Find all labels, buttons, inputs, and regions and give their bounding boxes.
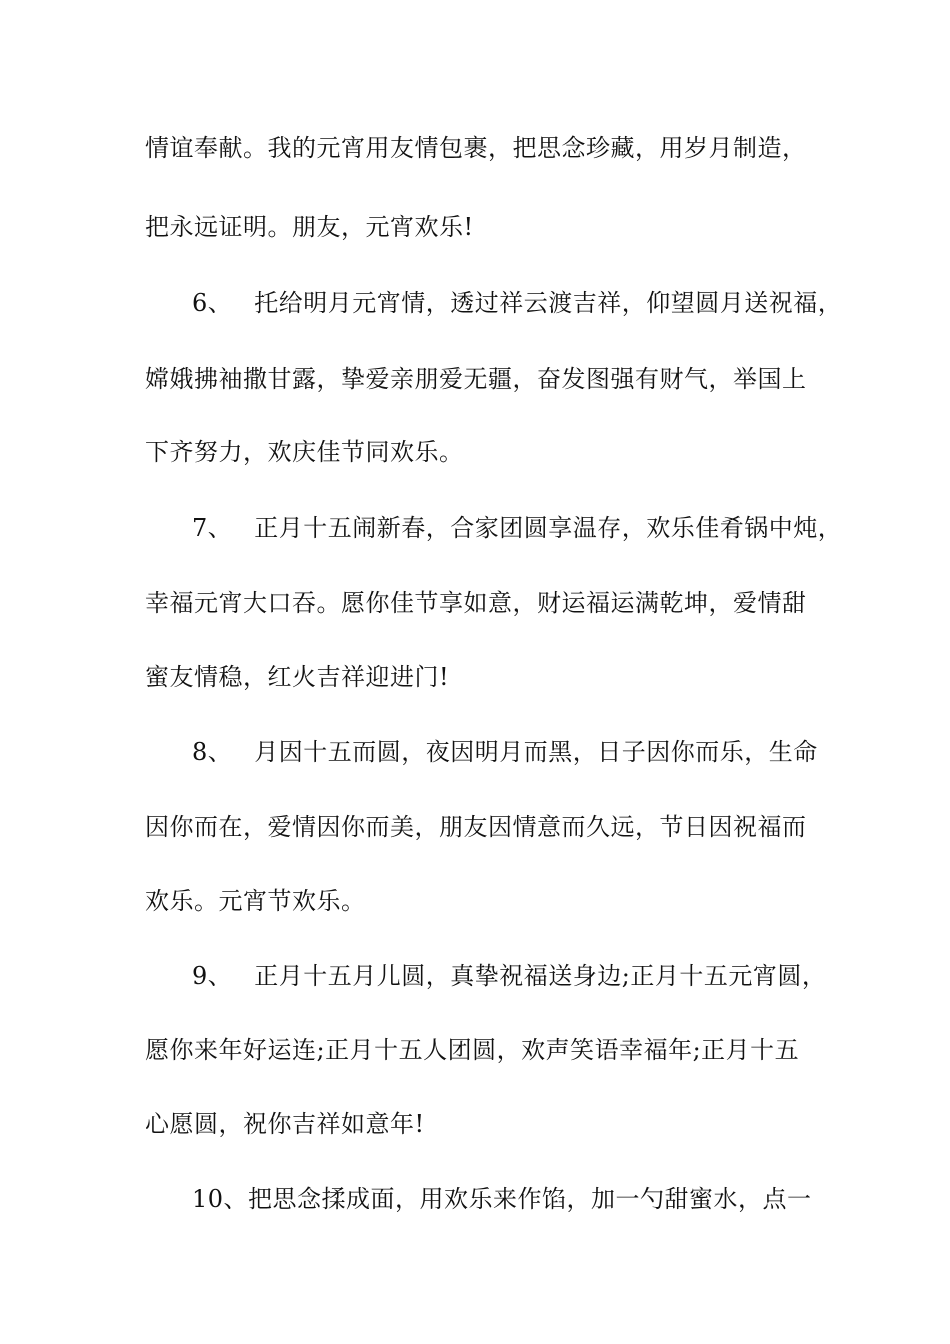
item-number: 8、 <box>192 738 233 766</box>
paragraph-8-first-line <box>192 735 818 769</box>
text-line: 下齐努力，欢庆佳节同欢乐。 <box>145 438 464 466</box>
text-line: 欢乐。元宵节欢乐。 <box>145 887 366 915</box>
paragraph-9-first-line <box>192 959 826 993</box>
item-number: 7、 <box>192 514 233 542</box>
text-line: 把永远证明。朋友，元宵欢乐! <box>145 213 474 241</box>
text-line: 情谊奉献。我的元宵用友情包裹，把思念珍藏，用岁月制造， <box>145 134 807 162</box>
text-line: 蜜友情稳，红火吉祥迎进门! <box>145 663 450 691</box>
text-line: 把思念揉成面，用欢乐来作馅，加一勺甜蜜水，点一 <box>248 1185 812 1213</box>
text-line: 托给明月元宵情，透过祥云渡吉祥，仰望圆月送祝福， <box>254 289 843 317</box>
paragraph-6-first-line <box>192 286 842 320</box>
text-line: 幸福元宵大口吞。愿你佳节享如意，财运福运满乾坤，爱情甜 <box>145 589 807 617</box>
text-line: 心愿圆，祝你吉祥如意年! <box>145 1110 425 1138</box>
item-number: 9、 <box>192 962 233 990</box>
text-line: 愿你来年好运连;正月十五人团圆，欢声笑语幸福年;正月十五 <box>145 1036 800 1064</box>
item-number: 6、 <box>192 289 233 317</box>
paragraph-7-first-line <box>192 511 842 545</box>
text-line: 因你而在，爱情因你而美，朋友因情意而久远，节日因祝福而 <box>145 813 807 841</box>
item-number: 10、 <box>192 1185 249 1213</box>
paragraph-10-first-line <box>192 1182 812 1216</box>
text-line: 嫦娥拂袖撒甘露，挚爱亲朋爱无疆，奋发图强有财气，举国上 <box>145 365 807 393</box>
text-line: 正月十五月儿圆，真挚祝福送身边;正月十五元宵圆， <box>254 962 827 990</box>
text-line: 正月十五闹新春，合家团圆享温存，欢乐佳肴锅中炖， <box>254 514 843 542</box>
text-line: 月因十五而圆，夜因明月而黑，日子因你而乐，生命 <box>254 738 818 766</box>
